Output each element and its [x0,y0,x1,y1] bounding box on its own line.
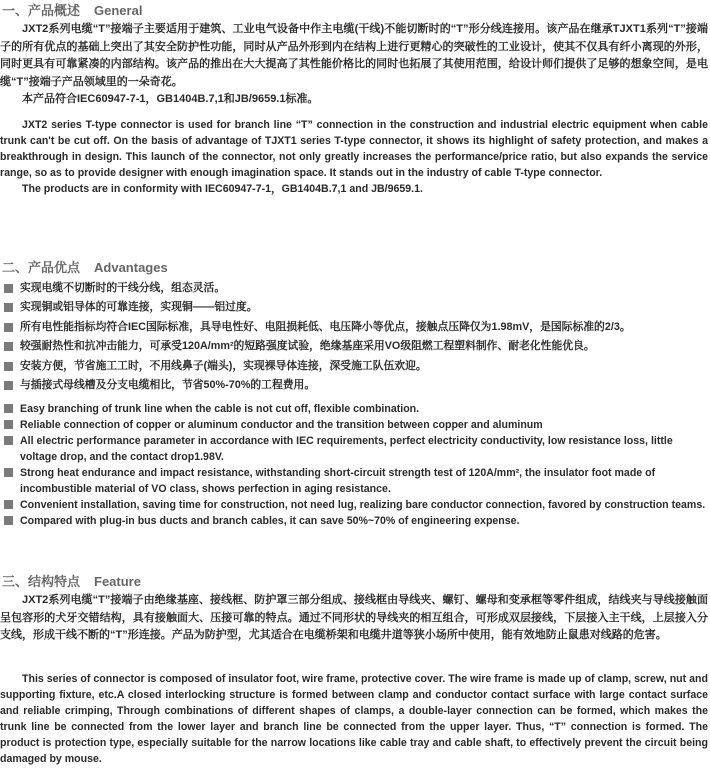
list-item-text: All electric performance parameter in accordance with IEC requirements, perfect electricity conductivity, low resistance loss, little voltage drop, and the contact drop1.98V. [20,435,673,463]
bullet-square-icon [4,516,13,525]
heading-en: General [94,3,143,18]
section-heading-feature [2,571,141,590]
bullet-square-icon [4,381,13,390]
bullet-square-icon [4,323,13,332]
bullet-square-icon [4,500,13,509]
heading-cn: 二、产品优点 [2,260,81,275]
list-item [2,376,708,395]
bullet-square-icon [4,303,13,312]
list-item-text: 较强耐热性和抗冲击能力，可承受120A/mm²的短路强度试验，绝缘基座采用VO级阻燃工程塑料制作、耐老化性能优良。 [20,340,595,353]
list-item-text: 安装方便，节省施工工时，不用线鼻子(端头)，实现裸导体连接，深受施工队伍欢迎。 [20,359,427,372]
heading-cn: 三、结构特点 [2,574,81,589]
feature-cn-paragraph: JXT2系列电缆“T”接端子由绝缘基座、接线框、防护罩三部分组成、接线框由导线夹、螺钉、螺母和变承框等零件组成，结线夹与导线接触面呈包容形的犬牙交错结构，具有接触面大、压接可靠的特点。通过不同形状的导线夹的相互组合，可形成双层接线，下层接入主干线，上层接入分支线，形成干线不断的“T”形连接。产品为防护型，尤其适合在电缆桥架和电缆井道等狭小场所中使用，能有效地防止鼠患对线路的危害。 [0,594,708,641]
list-item-text: Reliable connection of copper or aluminum conductor and the transition between copper and aluminum [20,419,543,431]
list-item-text: Strong heat endurance and impact resistance, withstanding short-circuit strength test of 120A/mm², the insulator foot made of incombustible material of VO class, shows perfection in aging resistance. [20,467,656,495]
list-item [2,318,708,337]
bullet-square-icon [4,342,13,351]
list-item [2,279,708,298]
heading-en: Advantages [94,260,168,275]
bullet-square-icon [4,420,13,429]
list-item [2,337,708,356]
advantages-cn-list [2,279,708,395]
list-item-text: 实现铜或铝导体的可靠连接，实现铜——铝过度。 [20,301,258,314]
general-cn-paragraph: JXT2系列电缆“T”接端子主要适用于建筑、工业电气设备中作主电缆(干线)不能切断时的“T”形分线连接用。该产品在继承TJXT1系列“T”接端子的所有优点的基础上突出了其安全防护性功能，同时从产品外形到内在结构上进行更精心的突破性的工业设计，使其不仅具有纤小离现的外形，同时更具有可靠紧凑的内部结构。该产品的推出在大大提高了其性能价格比的同时也拓展了其使用范围，给设计师们提供了足够的想象空间，是电缆“T”接端子产品领域里的一朵奇花。 [0,23,708,88]
list-item [2,497,708,513]
list-item [2,513,708,529]
advantages-en-list [2,401,708,529]
bullet-square-icon [4,468,13,477]
list-item [2,433,708,465]
list-item [2,298,708,317]
list-item-text: 与插接式母线槽及分支电缆相比，节省50%-70%的工程费用。 [20,379,316,392]
list-item-text: 所有电性能指标均符合IEC国际标准，具导电性好、电阻损耗低、电压降小等优点，接触点压降仅为1.98mV，是国际标准的2/3。 [20,320,631,333]
heading-cn: 一、产品概述 [2,3,81,18]
bullet-square-icon [4,362,13,371]
list-item [2,357,708,376]
list-item [2,401,708,417]
list-item-text: Convenient installation, saving time for construction, not need lug, realizing bare conductor connection, favored by construction teams. [20,499,706,511]
list-item-text: Easy branching of trunk line when the cable is not cut off, flexible combination. [20,403,420,415]
general-en-paragraph: JXT2 series T-type connector is used for branch line “T” connection in the construction and industrial electric equipment when cable trunk can't be cut off. On the basis of advantage of TJXT1 series T-type connector, it shows its highlight of safety protection, and makes a breakthrough in design. This launch of the connector, not only greatly increases the performance/price ratio, but also expands the service range, so as to provide designer with enough imagination space. It stands out in the industry of cable T-type connector. [0,119,708,179]
section-heading-advantages [2,257,168,276]
heading-en: Feature [94,574,141,589]
list-item [2,417,708,433]
bullet-square-icon [4,404,13,413]
section-heading-general [2,0,142,19]
bullet-square-icon [4,436,13,445]
general-en-standard: The products are in conformity with IEC60947-7-1，GB1404B.7,1 and JB/9659.1. [22,183,423,195]
list-item [2,465,708,497]
general-cn-standard: 本产品符合IEC60947-7-1，GB1404B.7,1和JB/9659.1标准。 [22,93,319,105]
list-item-text: Compared with plug-in bus ducts and branch cables, it can save 50%~70% of engineering expense. [20,515,520,527]
feature-en-paragraph: This series of connector is composed of insulator foot, wire frame, protective cover. The wire frame is made up of clamp, screw, nut and supporting fixture, etc.A closed interlocking structure is formed between clamp and conductor contact surface with large contact surface and reliable crimping, Through combinations of different shapes of clamps, a double-layer connection can be formed, which makes the trunk line be connected from the lower layer and branch line be connected from the upper layer. Thus, “T” connection is formed. The product is protection type, especially suitable for the narrow locations like cable tray and cable shaft, to effectively prevent the circuit being damaged by mouse. [0,673,708,765]
list-item-text: 实现电缆不切断时的干线分线，组态灵活。 [20,282,226,294]
bullet-square-icon [4,284,13,293]
